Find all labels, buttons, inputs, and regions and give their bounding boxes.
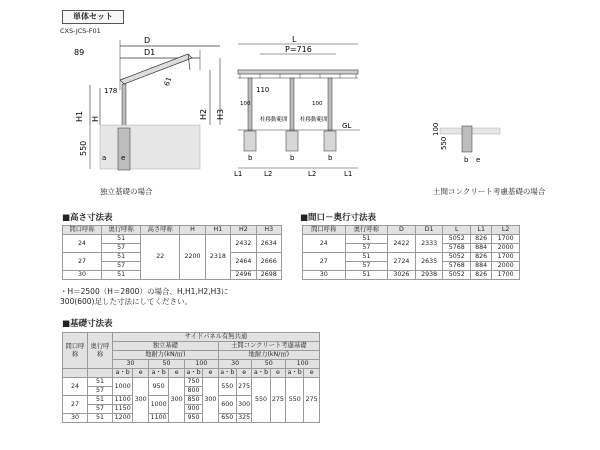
dim-89: 89 [74,48,85,57]
caption-slab: 土間コンクリート考慮基礎の場合 [433,187,546,196]
note-line-2: 300(600)足した寸法にしてください。 [60,297,192,306]
dim-H3: H3 [216,108,225,120]
height-table-title: ■高さ寸法表 [62,213,113,223]
front-view-diagram [230,32,370,182]
side-view-diagram [60,30,230,180]
ht-h6: H3 [256,226,281,235]
dim-P: P=716 [285,45,312,54]
ht-h3: H [180,226,205,235]
dim-H: H [91,115,100,122]
dim-e: e [121,154,126,162]
set-title: 単体セット [62,10,124,24]
post-move-left: 柱移動範囲 [260,117,288,123]
dim-L: L [292,35,297,44]
product-code: CXS-JCS-F01 [60,27,101,35]
dim-b-mid: b [290,154,295,162]
ht-h4: H1 [205,226,230,235]
section-b: b [464,156,469,164]
post-move-right: 柱移動範囲 [300,117,328,123]
span-table: 間口呼称 奥行呼称 D D1 L L1 L2 24 51 2422 2333 5052 826 1700 57 5768 884 2000 27 51 2724 2635 5052 826 1700 57 5768 884 2000 30 51 3026 2938 5052 826 1700 [302,225,520,280]
dim-b-left: b [248,154,253,162]
dim-178: 178 [104,87,118,95]
dim-100-left: 100 [240,101,251,107]
ht-h0: 間口呼称 [63,226,102,235]
ht-h2: 高さ呼称 [141,226,180,235]
slab-foundation-section [424,120,504,170]
dim-110: 110 [256,86,270,94]
dim-L2-left: L2 [264,170,273,178]
dim-L2-right: L2 [308,170,317,178]
dim-D: D [144,36,151,45]
ht-h1: 奥行呼称 [102,226,141,235]
foundation-table: 間口呼称 奥行呼称 サイドパネル有無共通 独立基礎 土間コンクリート考慮基礎 地耐力(kN/㎡) 地耐力(kN/㎡) 30 50 100 30 50 100 a・b e a・b e a・b e a・b e a・b e a・b e 24 51 1000 300 950 300 750 300 550 275 550 275 550 275 57 800 27 51 1100 1000 850 600 300 57 1150 900 30 51 1200 1100 950 650 325 [62,332,320,423]
dim-b-right: b [328,154,333,162]
section-100: 100 [432,122,440,136]
dim-L1-right: L1 [344,170,353,178]
dim-61: 61 [162,76,174,88]
dim-550: 550 [79,140,88,156]
foundation-table-title: ■基礎寸法表 [62,319,113,329]
ht-h5: H2 [231,226,256,235]
section-550: 550 [440,136,448,150]
caption-independent: 独立基礎の場合 [100,187,153,196]
dim-a: a [102,154,107,162]
dim-L1-left: L1 [234,170,243,178]
dim-100-right: 100 [312,101,323,107]
dim-D1: D1 [144,48,156,57]
dim-H1: H1 [75,110,84,122]
dim-H2: H2 [199,108,208,120]
span-table-title: ■間口－奥行寸法表 [300,213,377,223]
height-table: 間口呼称 奥行呼称 高さ呼称 H H1 H2 H3 24 51 22 2200 2318 2432 2634 57 27 51 2464 2666 57 30 51 2496 2698 [62,225,282,280]
note-line-1: ・H＝2500（H＝2800）の場合、H,H1,H2,H3に [60,287,229,296]
section-e: e [476,156,481,164]
ground-level: GL [342,122,352,130]
